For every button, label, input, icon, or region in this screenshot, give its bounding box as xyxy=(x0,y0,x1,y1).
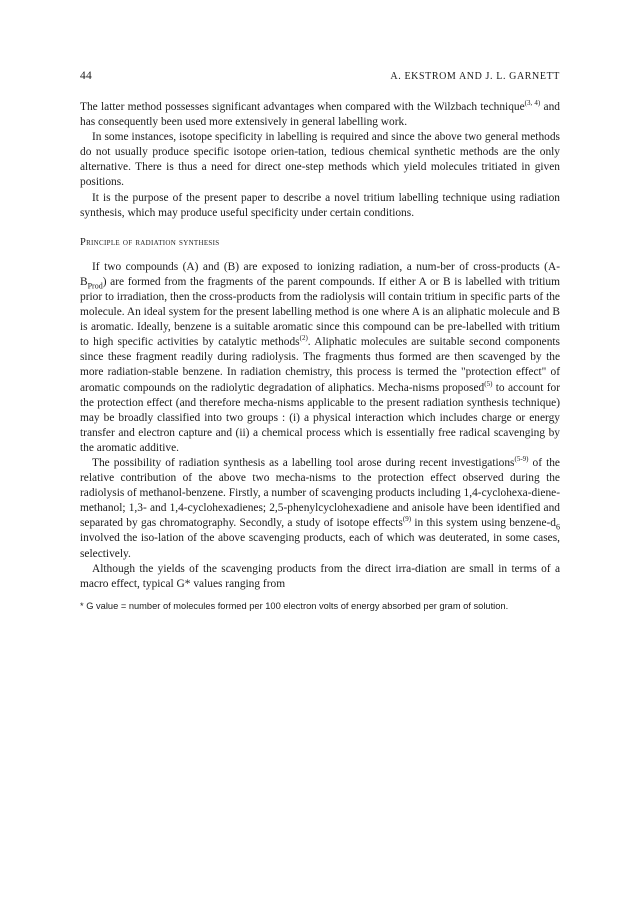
section-heading: Principle of radiation synthesis xyxy=(80,236,220,248)
paragraph-2: In some instances, isotope specificity in labelling is required and since the above two general methods do not usually produce specific isotope orien-tation, tedious chemical synthetic methods are the only alternative. There is thus a need for direct one-step methods which yield molecules tritiated in given positions. xyxy=(80,131,560,189)
paragraph-1: The latter method possesses significant advantages when compared with the Wilzbach technique$^{(3, 4)}$ and has consequently been used more extensively in general labelling work. xyxy=(80,99,560,129)
footnote-text: * G value = number of molecules formed per 100 electron volts of energy absorbed per gram of solution. xyxy=(80,600,509,611)
page-number: 44 xyxy=(80,70,92,82)
running-head-authors: A. EKSTROM AND J. L. GARNETT xyxy=(390,71,560,82)
running-head xyxy=(80,70,560,84)
paragraph-6: Although the yields of the scavenging products from the direct irra-diation are small in terms of a macro effect, typical G* values ranging from xyxy=(80,562,560,590)
paragraph-5: The possibility of radiation synthesis as a labelling tool arose during recent investigations$^{(5-9)}$ of the relative contribution of the above two mecha-nisms to the protection effect observed during the radiolysis of methanol-benzene. Firstly, a number of scavenging products including 1,4-cyclohexa-diene-methanol; 1,3- and 1,4-cyclohexadienes; 2,5-phenylcyclohexadiene and anisole have been identified and separated by gas chromatography. Secondly, a study of isotope effects$^{(9)}$ in this system using benzene-$d_6$ involved the iso-lation of the above scavenging products, each of which was deuterated, in some cases, selectively. xyxy=(80,455,560,560)
paragraph-3: It is the purpose of the present paper to describe a novel tritium labelling technique using radiation synthesis, which may produce useful specificity under certain conditions. xyxy=(80,191,560,219)
paragraph-4: If two compounds (A) and (B) are exposed to ionizing radiation, a num-ber of cross-products $(A-B_{Prod})$ are formed from the fragments of the parent compounds. If either A or B is labelled with tritium prior to irradiation, then the cross-products from the radiolysis will contain tritium in specific parts of the molecule. An ideal system for the present labelling method is one where A is an aliphatic molecule and B is aromatic. Ideally, benzene is a suitable aromatic since this compound can be pre-labelled with tritium to high specific activities by catalytic methods$^{(2)}$. Aliphatic molecules are suitable second components since these fragment readily during radiolysis. The fragments thus formed are then scavenged by the more radiation-stable benzene. In radiation chemistry, this process is termed the "protection effect" of aromatic compounds on the radiolytic degradation of aliphatics. Mecha-nisms proposed$^{(5)}$ to account for the protection effect (and therefore mecha-nisms applicable to the present radiation synthesis technique) may be broadly classified into two groups : (i) a physical interaction which includes charge or energy transfer and electron capture and (ii) a chemical process which is essentially free radical scavenging by the aromatic additive. xyxy=(80,260,560,454)
journal-page xyxy=(80,70,560,612)
footnote xyxy=(80,600,560,613)
